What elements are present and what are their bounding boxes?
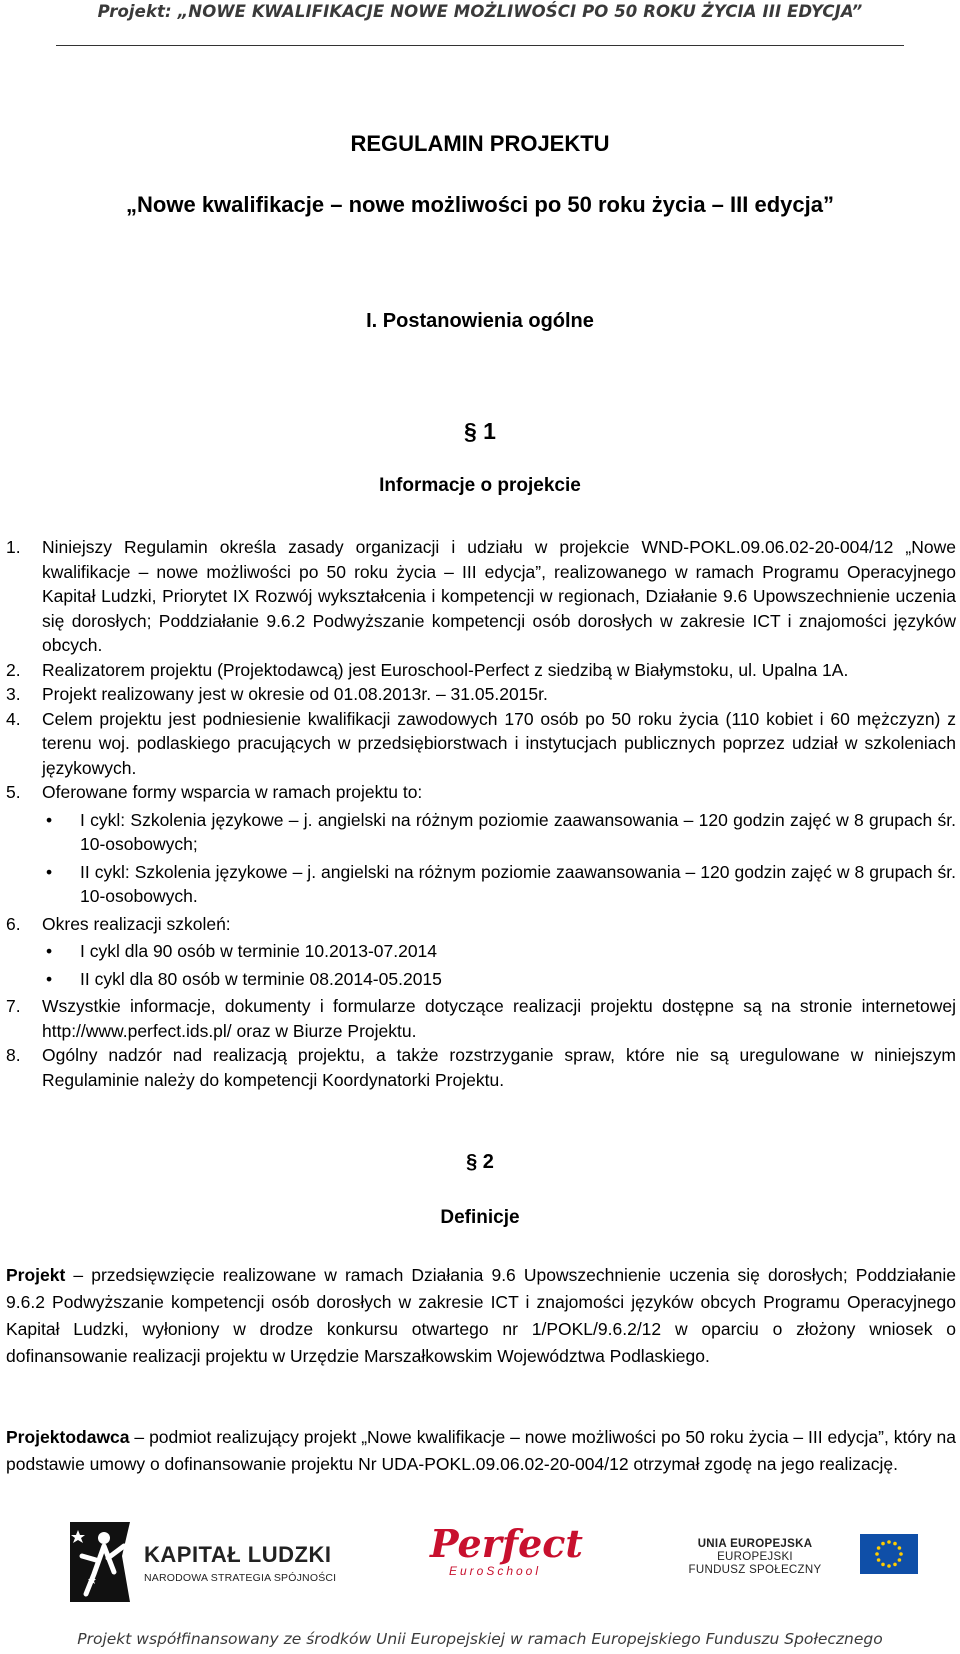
kapital-ludzki-subtitle: NARODOWA STRATEGIA SPÓJNOŚCI xyxy=(144,1572,337,1584)
eu-line-1: UNIA EUROPEJSKA xyxy=(697,1538,813,1550)
kapital-ludzki-logo xyxy=(64,1524,384,1596)
bullet-text: II cykl: Szkolenia językowe – j. angielski na różnym poziomie zaawansowania – 120 godzin zajęć w 8 grupach śr. 10-osobowych. xyxy=(80,861,956,906)
kapital-ludzki-icon xyxy=(64,1516,136,1606)
item-text: Projekt realizowany jest w okresie od 01.08.2013r. – 31.05.2015r. xyxy=(42,684,548,704)
list-item xyxy=(6,1043,956,1092)
bullet-icon: • xyxy=(46,941,53,961)
item-number: 2. xyxy=(6,659,21,680)
item-text: Wszystkie informacje, dokumenty i formularze dotyczące realizacji projektu dostępne są na stronie internetowej http://www.perfect.ids.pl/ oraz w Biurze Projektu. xyxy=(42,996,956,1041)
page-header: Projekt: „NOWE KWALIFIKACJE NOWE MOŻLIWOŚCI PO 50 ROKU ŻYCIA III EDYCJA” xyxy=(97,2,863,21)
list-item xyxy=(6,707,956,781)
item-number: 1. xyxy=(6,537,21,557)
item-text: Ogólny nadzór nad realizacją projektu, a także rozstrzyganie spraw, które nie są uregulowane w niniejszym Regulaminie należy do kompetencji Koordynatorki Projektu. xyxy=(42,1045,956,1090)
paragraph-1-title: Informacje o projekcie xyxy=(379,475,581,496)
list-item xyxy=(6,682,956,707)
header-divider xyxy=(56,45,904,46)
eu-logo-text xyxy=(660,1538,850,1598)
definition-text: – przedsięwzięcie realizowane w ramach Działania 9.6 Upowszechnienie uczenia się dorosłych; Poddziałanie 9.6.2 Podwyższanie kompetencji osób dorosłych w zakresie ICT i znajomości języków obcych Programu Operacyjnego Kapitał Ludzki, wyłoniony w drodze konkursu otwartego nr 1/POKL/9.6.2/12 w oparciu o złożony wniosek o dofinansowanie realizacji projektu w Urzędzie Marszałkowskim Województwa Podlaskiego. xyxy=(6,1265,956,1366)
item-number: 6. xyxy=(6,913,21,934)
bullet-text: I cykl dla 90 osób w terminie 10.2013-07.2014 xyxy=(80,941,438,961)
perfect-subtitle: EuroSchool xyxy=(448,1564,542,1578)
bullet-item xyxy=(42,939,956,964)
paragraph-2-title: Definicje xyxy=(440,1207,520,1228)
bullet-icon: • xyxy=(46,809,53,830)
perfect-wordmark: Perfect xyxy=(430,1521,583,1566)
eu-line-3: FUNDUSZ SPOŁECZNY xyxy=(688,1564,822,1576)
bullet-item xyxy=(42,967,956,992)
definition-projektodawca xyxy=(6,1424,956,1478)
item-number: 8. xyxy=(6,1045,21,1065)
perfect-logo xyxy=(430,1520,583,1612)
document-subtitle: „Nowe kwalifikacje – nowe możliwości po 50 roku życia – III edycja” xyxy=(126,192,834,217)
definition-term: Projektodawca xyxy=(6,1427,130,1447)
item-number: 7. xyxy=(6,996,21,1016)
item-text: Okres realizacji szkoleń: xyxy=(42,913,231,934)
item-text: Oferowane formy wsparcia w ramach projektu to: xyxy=(42,782,423,802)
bullet-item xyxy=(42,860,956,909)
paragraph-1-symbol: § 1 xyxy=(464,418,496,444)
item-text: Niniejszy Regulamin określa zasady organizacji i udziału w projekcie WND-POKL.09.06.02-20-004/12 „Nowe kwalifikacje – nowe możliwości po 50 roku życia – III edycja”, realizowanego w ramach Programu Operacyjnego Kapitał Ludzki, Priorytet IX Rozwój wykształcenia i kompetencji w regionach, Działanie 9.6 Upowszechnienie uczenia się dorosłych; Poddziałanie 9.6.2 Podwyższanie kompetencji osób dorosłych w zakresie ICT i znajomości języków obcych. xyxy=(42,537,956,655)
eu-line-2: EUROPEJSKI xyxy=(717,1551,793,1563)
eu-flag-icon xyxy=(860,1534,918,1574)
list-item xyxy=(6,535,956,658)
bullet-text: II cykl dla 80 osób w terminie 08.2014-05.2015 xyxy=(80,968,442,989)
bullet-text: I cykl: Szkolenia językowe – j. angielski na różnym poziomie zaawansowania – 120 godzin zajęć w 8 grupach śr. 10-osobowych; xyxy=(80,809,956,854)
definition-projekt xyxy=(6,1262,956,1370)
bullet-icon: • xyxy=(46,968,53,989)
list-item xyxy=(6,994,956,1043)
item-number: 3. xyxy=(6,684,21,704)
page-footer: Projekt współfinansowany ze środków Unii Europejskiej w ramach Europejskiego Funduszu Społecznego xyxy=(77,1630,883,1648)
eu-stars xyxy=(860,1534,918,1574)
definition-text: – podmiot realizujący projekt „Nowe kwalifikacje – nowe możliwości po 50 roku życia – III edycja”, który na podstawie umowy o dofinansowanie projektu Nr UDA-POKL.09.06.02-20-004/12 otrzymał zgodę na jego realizację. xyxy=(6,1427,956,1474)
info-list xyxy=(6,535,956,1092)
definition-term: Projekt xyxy=(6,1265,66,1285)
item-text: Realizatorem projektu (Projektodawcą) jest Euroschool-Perfect z siedzibą w Białymstoku, ul. Upalna 1A. xyxy=(42,659,849,680)
list-item xyxy=(6,658,956,683)
paragraph-2-symbol: § 2 xyxy=(466,1151,494,1173)
document-title: REGULAMIN PROJEKTU xyxy=(350,131,610,156)
item-number: 5. xyxy=(6,782,21,802)
list-item xyxy=(6,780,956,909)
list-item xyxy=(6,912,956,992)
bullet-icon: • xyxy=(46,861,53,882)
section-heading: I. Postanowienia ogólne xyxy=(366,310,594,332)
logo-strip xyxy=(0,1508,960,1618)
bullet-item xyxy=(42,808,956,857)
item-number: 4. xyxy=(6,708,21,729)
kapital-ludzki-title: KAPITAŁ LUDZKI xyxy=(144,1542,332,1567)
item-text: Celem projektu jest podniesienie kwalifikacji zawodowych 170 osób po 50 roku życia (110 kobiet i 60 mężczyzn) z terenu woj. podlaskiego pracujących w przedsiębiorstwach i instytucjach publicznych poprzez udział w szkoleniach językowych. xyxy=(42,708,956,778)
